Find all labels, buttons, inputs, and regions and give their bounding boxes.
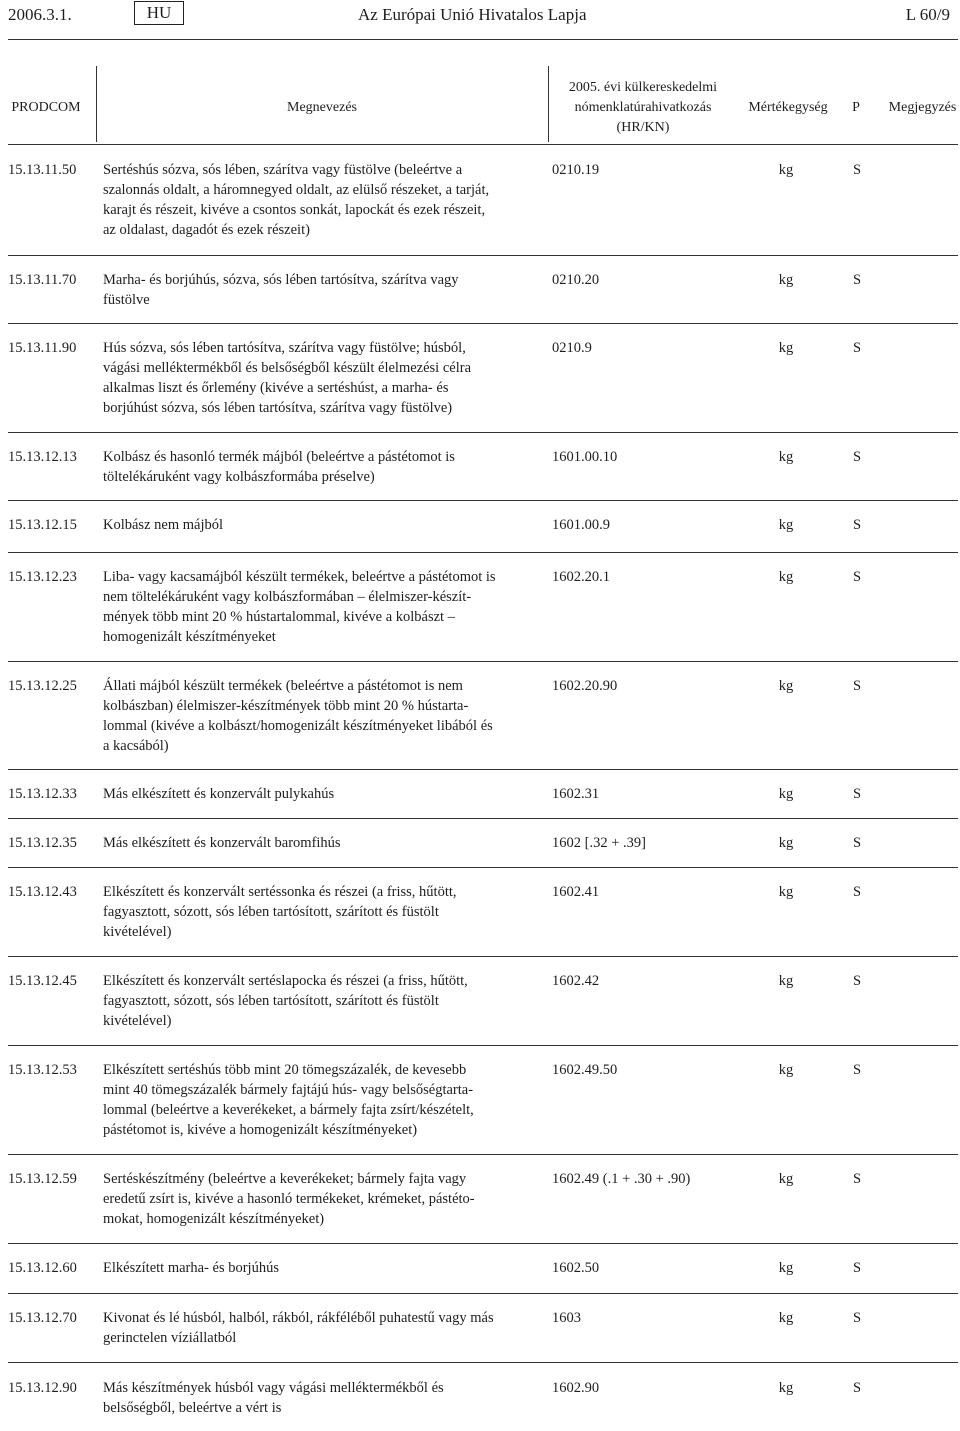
page-reference: L 60/9 [905, 5, 950, 24]
description-cell [103, 784, 543, 804]
row-divider [8, 1154, 958, 1155]
description-line: kolbászban) élelmiszer-készítmények több mint 20 % hústarta- [103, 698, 469, 714]
prodcom-code-cell: 15.13.12.45 [8, 973, 77, 989]
hr-kn-code-cell: 1602 [.32 + .39] [552, 835, 646, 851]
unit-cell: kg [778, 786, 794, 802]
description-line: Elkészített és konzervált sertéslapocka és részei (a friss, hűtött, [103, 973, 468, 989]
description-line: mokat, homogenizált készítményeket) [103, 1211, 325, 1227]
description-cell [103, 971, 543, 1031]
row-divider [8, 867, 958, 868]
prodcom-code-cell: 15.13.12.53 [8, 1062, 77, 1078]
p-cell: S [852, 1062, 862, 1078]
hr-kn-code-cell: 1602.20.90 [552, 678, 618, 694]
row-divider [8, 255, 958, 256]
column-header-notes: Megjegyzés [888, 100, 957, 115]
hr-kn-code-cell: 0210.19 [552, 162, 600, 178]
prodcom-code-cell: 15.13.12.70 [8, 1310, 77, 1326]
p-cell: S [852, 272, 862, 288]
unit-cell: kg [778, 569, 794, 585]
description-line: Elkészített marha- és borjúhús [103, 1260, 279, 1276]
description-line: belsőségből, beleértve a vért is [103, 1400, 282, 1416]
unit-cell: kg [778, 1260, 794, 1276]
hr-kn-code-cell: 1602.31 [552, 786, 600, 802]
prodcom-code-cell: 15.13.12.23 [8, 569, 77, 585]
p-cell: S [852, 1310, 862, 1326]
row-divider [8, 552, 958, 553]
description-line: szalonnás oldalt, a háromnegyed oldalt, az elülső részeket, a tarját, [103, 182, 490, 198]
description-cell [103, 1308, 543, 1348]
description-cell [103, 447, 543, 487]
prodcom-code-cell: 15.13.12.60 [8, 1260, 77, 1276]
unit-cell: kg [778, 678, 794, 694]
hr-kn-code-cell: 1602.42 [552, 973, 600, 989]
p-cell: S [852, 678, 862, 694]
description-line: lommal (kivéve a kolbászt/homogenizált készítményeket libából és [103, 718, 493, 734]
description-line: kivételével) [103, 1013, 172, 1029]
description-line: fagyasztott, sózott, sós lében tartósított, szárított és füstölt [103, 993, 439, 1009]
table-header-divider [8, 144, 958, 145]
description-cell [103, 160, 543, 240]
row-divider [8, 323, 958, 324]
description-line: Kolbász és hasonló termék májból (beleértve a pástétomot is [103, 449, 455, 465]
unit-cell: kg [778, 517, 794, 533]
description-cell [103, 270, 543, 310]
description-line: Kolbász nem májból [103, 517, 224, 533]
description-cell [103, 833, 543, 853]
prodcom-code-cell: 15.13.11.70 [8, 272, 77, 288]
row-divider [8, 1293, 958, 1294]
row-divider [8, 432, 958, 433]
description-line: alkalmas liszt és őrlemény (kivéve a sertéshúst, a marha- és [103, 380, 449, 396]
description-line: a kacsából) [103, 738, 169, 754]
row-divider [8, 818, 958, 819]
description-line: mények több mint 20 % hústartalommal, kivéve a kolbászt – [103, 609, 455, 625]
p-cell: S [852, 835, 862, 851]
description-line: Állati májból készült termékek (beleértve a pástétomot is nem [103, 678, 463, 694]
p-cell: S [852, 786, 862, 802]
description-line: Más készítmények húsból vagy vágási melléktermékből és [103, 1380, 444, 1396]
description-cell [103, 1258, 543, 1278]
p-cell: S [852, 517, 862, 533]
description-cell [103, 1378, 543, 1418]
description-line: kivételével) [103, 924, 172, 940]
p-cell: S [852, 569, 862, 585]
row-divider [8, 500, 958, 501]
prodcom-code-cell: 15.13.12.25 [8, 678, 77, 694]
row-divider [8, 1243, 958, 1244]
column-header-hr-kn [552, 78, 734, 138]
column-header-p: P [852, 100, 860, 115]
prodcom-code-cell: 15.13.12.59 [8, 1171, 77, 1187]
unit-cell: kg [778, 973, 794, 989]
hr-kn-code-cell: 1601.00.10 [552, 449, 618, 465]
hr-kn-code-cell: 1602.90 [552, 1380, 600, 1396]
row-divider [8, 956, 958, 957]
description-cell [103, 882, 543, 942]
description-cell [103, 567, 543, 647]
row-divider [8, 769, 958, 770]
p-cell: S [852, 162, 862, 178]
hr-kn-code-cell: 1602.50 [552, 1260, 600, 1276]
description-cell [103, 515, 543, 535]
prodcom-code-cell: 15.13.12.15 [8, 517, 77, 533]
row-divider [8, 661, 958, 662]
description-cell [103, 676, 543, 756]
column-header-hr-kn-line: nómenklatúrahivatkozás [574, 100, 712, 115]
p-cell: S [852, 340, 862, 356]
hr-kn-code-cell: 1601.00.9 [552, 517, 610, 533]
description-line: Sertéskészítmény (beleértve a keverékeket; bármely fajta vagy [103, 1171, 467, 1187]
unit-cell: kg [778, 1171, 794, 1187]
column-divider [96, 66, 97, 142]
unit-cell: kg [778, 272, 794, 288]
column-header-hr-kn-line: 2005. évi külkereskedelmi [568, 80, 718, 95]
description-line: nem töltelékáruként vagy kolbászformában – élelmiszer-készít- [103, 589, 472, 605]
hr-kn-code-cell: 1602.20.1 [552, 569, 610, 585]
column-header-prodcom: PRODCOM [11, 100, 81, 115]
description-line: mint 40 tömegszázalék bármely fajtájú hús- vagy belsőségtarta- [103, 1082, 474, 1098]
prodcom-code-cell: 15.13.12.43 [8, 884, 77, 900]
hr-kn-code-cell: 1602.41 [552, 884, 600, 900]
p-cell: S [852, 1380, 862, 1396]
description-line: töltelékáruként vagy kolbászformába préselve) [103, 469, 375, 485]
hr-kn-code-cell: 0210.20 [552, 272, 600, 288]
prodcom-code-cell: 15.13.12.90 [8, 1380, 77, 1396]
prodcom-code-cell: 15.13.11.50 [8, 162, 77, 178]
description-line: Elkészített és konzervált sertéssonka és részei (a friss, hűtött, [103, 884, 457, 900]
p-cell: S [852, 1171, 862, 1187]
unit-cell: kg [778, 1062, 794, 1078]
description-line: az oldalast, dagadót és ezek részeit) [103, 222, 310, 238]
description-cell [103, 338, 543, 418]
p-cell: S [852, 973, 862, 989]
unit-cell: kg [778, 1380, 794, 1396]
prodcom-code-cell: 15.13.12.13 [8, 449, 77, 465]
hr-kn-code-cell: 1603 [552, 1310, 581, 1326]
journal-title: Az Európai Unió Hivatalos Lapja [358, 5, 587, 24]
row-divider [8, 1362, 958, 1363]
description-line: pástétomot is, kivéve a homogenizált készítményeket) [103, 1122, 418, 1138]
unit-cell: kg [778, 340, 794, 356]
description-line: Sertéshús sózva, sós lében, szárítva vagy füstölve (beleértve a [103, 162, 463, 178]
description-line: homogenizált készítményeket [103, 629, 276, 645]
description-line: füstölve [103, 292, 150, 308]
prodcom-code-cell: 15.13.12.35 [8, 835, 77, 851]
description-line: fagyasztott, sózott, sós lében tartósított, szárított és füstölt [103, 904, 439, 920]
row-divider [8, 1045, 958, 1046]
prodcom-code-cell: 15.13.12.33 [8, 786, 77, 802]
unit-cell: kg [778, 884, 794, 900]
column-header-hr-kn-line: (HR/KN) [616, 120, 670, 135]
description-line: eredetű zsírt is, kivéve a hasonló termékeket, krémeket, pástéto- [103, 1191, 475, 1207]
publication-date: 2006.3.1. [8, 5, 72, 24]
p-cell: S [852, 449, 862, 465]
description-line: Más elkészített és konzervált baromfihús [103, 835, 341, 851]
language-code-box: HU [134, 1, 184, 25]
hr-kn-code-cell: 1602.49 (.1 + .30 + .90) [552, 1171, 691, 1187]
column-divider [548, 66, 549, 142]
unit-cell: kg [778, 835, 794, 851]
unit-cell: kg [778, 162, 794, 178]
p-cell: S [852, 884, 862, 900]
column-header-description: Megnevezés [287, 100, 357, 115]
hr-kn-code-cell: 1602.49.50 [552, 1062, 618, 1078]
description-line: karajt és részeit, kivéve a csontos sonkát, lapockát és ezek részeit, [103, 202, 486, 218]
unit-cell: kg [778, 1310, 794, 1326]
description-line: vágási melléktermékből és belsőségből készült élelmezési célra [103, 360, 472, 376]
description-line: Kivonat és lé húsból, halból, rákból, rákféléből puhatestű vagy más [103, 1310, 494, 1326]
description-line: gerinctelen víziállatból [103, 1330, 237, 1346]
description-cell [103, 1060, 543, 1140]
description-line: borjúhúst sózva, sós lében tartósítva, szárítva vagy füstölve) [103, 400, 453, 416]
hr-kn-code-cell: 0210.9 [552, 340, 592, 356]
unit-cell: kg [778, 449, 794, 465]
description-cell [103, 1169, 543, 1229]
description-line: Elkészített sertéshús több mint 20 tömegszázalék, de kevesebb [103, 1062, 467, 1078]
description-line: Liba- vagy kacsamájból készült termékek, beleértve a pástétomot is [103, 569, 496, 585]
p-cell: S [852, 1260, 862, 1276]
description-line: Más elkészített és konzervált pulykahús [103, 786, 335, 802]
description-line: Hús sózva, sós lében tartósítva, szárítva vagy füstölve; húsból, [103, 340, 466, 356]
description-line: lommal (beleértve a keverékeket, a bármely fajta zsírt/készételt, [103, 1102, 474, 1118]
header-divider [8, 39, 958, 40]
column-header-unit: Mértékegység [748, 100, 828, 115]
prodcom-code-cell: 15.13.11.90 [8, 340, 77, 356]
description-line: Marha- és borjúhús, sózva, sós lében tartósítva, szárítva vagy [103, 272, 459, 288]
